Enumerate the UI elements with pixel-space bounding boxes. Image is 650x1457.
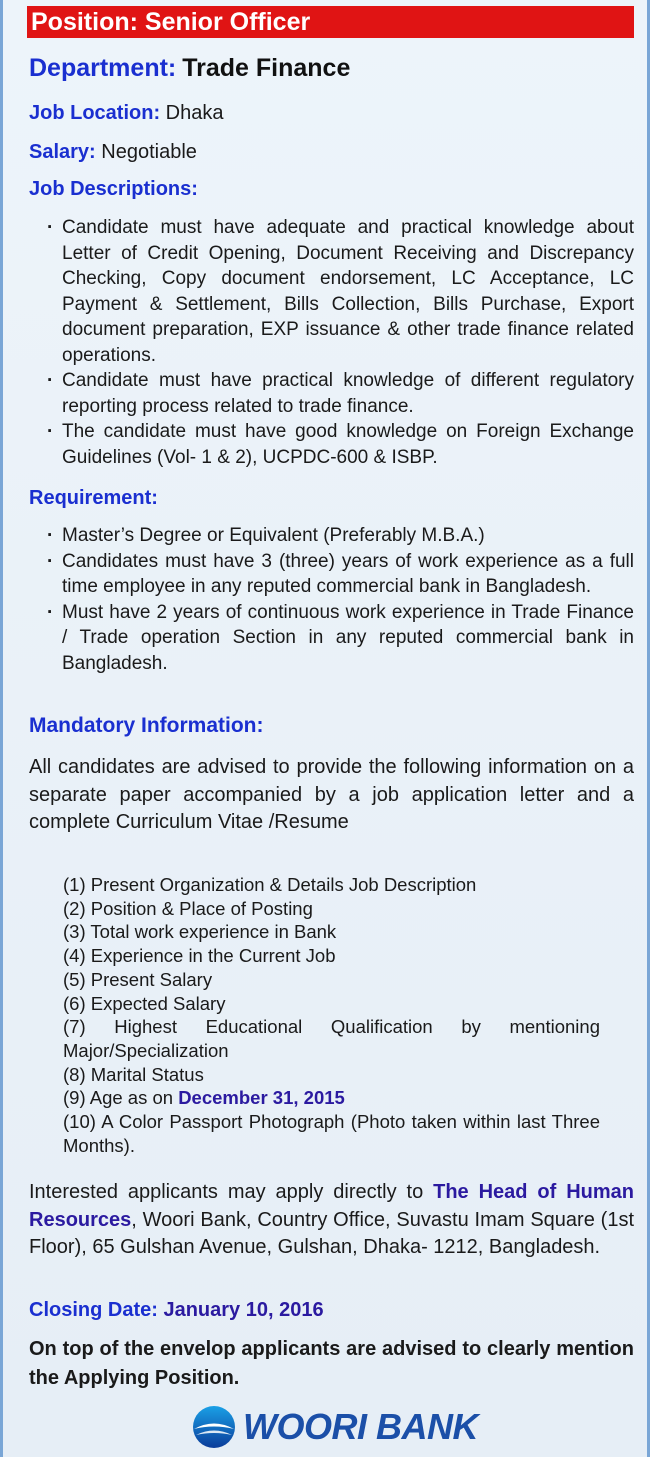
salary-value: Negotiable [101,141,197,163]
mandatory-item: (2) Position & Place of Posting [63,897,313,919]
age-prefix: (9) Age as on [63,1087,174,1109]
mandatory-information-heading: Mandatory Information: [29,714,264,737]
mandatory-item-age [63,1086,600,1110]
mandatory-item: (1) Present Organization & Details Job Description [63,874,477,895]
department-label: Department: [29,54,177,82]
apply-paragraph [29,1179,634,1262]
mandatory-item: (10) A Color Passport Photograph (Photo taken within last Three Months). [63,1111,600,1156]
job-description-item: · Candidate must have adequate and practical knowledge about Letter of Credit Opening, Document Receiving and Discrepancy Checking, Copy document endorsement, LC Acceptance, LC Payment & Settlement, Bills Collection, Bills Purchase, Export document preparation, EXP issuance & other trade finance related operations. [47,215,634,368]
closing-date-line [29,1299,324,1322]
woori-bank-logo-icon [191,1404,237,1450]
mandatory-intro: All candidates are advised to provide the following information on a separate paper accompanied by a job application letter and a complete Curriculum Vitae /Resume [29,756,634,833]
requirement-item: · Master’s Degree or Equivalent (Preferably M.B.A.) [47,523,634,549]
age-date: December 31, 2015 [178,1087,345,1109]
department-line [29,54,350,83]
mandatory-item: (6) Expected Salary [63,992,226,1014]
mandatory-item: (3) Total work experience in Bank [63,921,337,943]
requirement-item: · Candidates must have 3 (three) years of work experience as a full time employee in any reputed commercial bank in Bangladesh. [47,549,634,600]
mandatory-item: (4) Experience in the Current Job [63,945,336,967]
job-location-value: Dhaka [165,102,224,124]
mandatory-list [63,873,600,1157]
position-title-bar [27,6,634,38]
requirement-list [47,523,634,676]
position-label: Position: [31,8,138,36]
job-description-item: · The candidate must have good knowledge on Foreign Exchange Guidelines (Vol- 1 & 2), UCPDC-600 & ISBP. [47,419,634,470]
job-descriptions-heading: Job Descriptions: [29,178,198,200]
closing-date-value: January 10, 2016 [163,1299,324,1321]
envelope-note: On top of the envelop applicants are advised to clearly mention the Applying Position. [29,1338,634,1389]
department-value: Trade Finance [182,54,351,82]
apply-address: , Woori Bank, Country Office, Suvastu Imam Square (1st Floor), 65 Gulshan Avenue, Gulshan, Dhaka- 1212, Bangladesh. [29,1208,634,1258]
salary-label: Salary: [29,141,96,163]
woori-bank-logo-text: WOORI BANK [243,1406,478,1447]
mandatory-item: (8) Marital Status [63,1063,204,1085]
closing-date-label: Closing Date: [29,1299,158,1321]
apply-recipient: The Head of Human Resources [29,1181,634,1231]
requirement-item: · Must have 2 years of continuous work experience in Trade Finance / Trade operation Section in any reputed commercial bank in Bangladesh. [47,600,634,677]
job-description-item: · Candidate must have practical knowledge of different regulatory reporting process related to trade finance. [47,368,634,419]
job-descriptions-list [47,215,634,470]
apply-prefix: Interested applicants may apply directly to [29,1181,424,1203]
requirement-heading: Requirement: [29,487,158,509]
mandatory-item: (7) Highest Educational Qualification by mentioning Major/Specialization [63,1016,600,1061]
position-value: Senior Officer [144,8,311,36]
job-location-label: Job Location: [29,102,161,124]
mandatory-item: (5) Present Salary [63,968,213,990]
salary-line [29,141,197,164]
woori-bank-logo [191,1404,478,1450]
job-location-line [29,102,223,125]
